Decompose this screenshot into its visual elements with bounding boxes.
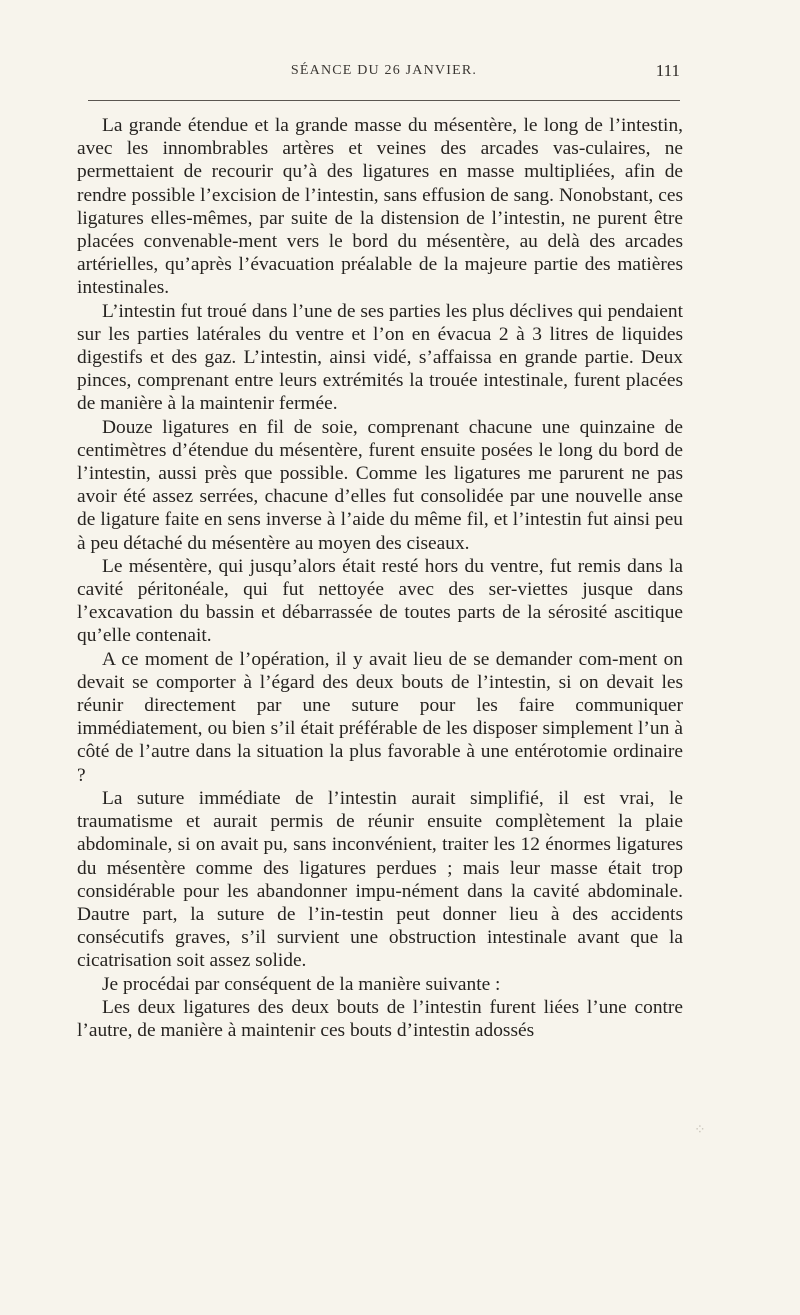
running-head-title: SÉANCE DU 26 JANVIER. — [290, 63, 478, 78]
paragraph-procedure-intro: Je procédai par conséquent de la manière suivante : — [102, 973, 501, 995]
paragraph-suture-question: A ce moment de l’opération, il y avait lieu de se demander com-ment on devait se comporter à l’égard des deux bouts de l’intestin, si on devait les réunir directement par une suture pour les faire communiquer immédiatement, ou bien s’il était préférable de les disposer simplement l’un à côté de l’autre dans la situation la plus favorable à une entérotomie ordinaire ? — [77, 648, 683, 786]
paragraph-mesentery-ligatures: La grande étendue et la grande masse du mésentère, le long de l’intestin, avec les innombrables artères et veines des arcades vas-culaires, ne permettaient de recourir qu’à des ligatures en masse multipliées, afin de rendre possible l’excision de l’intestin, sans effusion de sang. Nonobstant, ces ligatures elles-mêmes, par suite de la distension de l’intestin, ne purent être placées convenable-ment vers le bord du mésentère, au delà des arcades artérielles, qu’après l’évacuation préalable de la majeure partie des matières intestinales. — [77, 115, 683, 299]
paragraph-intestine-evacuation: L’intestin fut troué dans l’une de ses parties les plus déclives qui pendaient sur les parties latérales du ventre et l’on en évacua 2 à 3 litres de liquides digestifs et des gaz. L’intestin, ainsi vidé, s’affaissa en grande partie. Deux pinces, comprenant entre leurs extrémités la trouée intestinale, furent placées de manière à la maintenir fermée. — [77, 300, 683, 415]
body-text — [77, 114, 683, 1042]
header-rule — [88, 100, 680, 101]
page-number: 111 — [655, 61, 680, 80]
paragraph-silk-ligatures: Douze ligatures en fil de soie, comprenant chacune une quinzaine de centimètres d’étendue du mésentère, furent ensuite posées le long du bord de l’intestin, aussi près que possible. Comme les ligatures me parurent ne pas avoir été assez serrées, chacune d’elles fut consolidée par une nouvelle anse de ligature faite en sens inverse à l’aide du même fil, et l’intestin fut ainsi peu à peu détaché du mésentère au moyen des ciseaux. — [77, 416, 683, 554]
paragraph-immediate-suture: La suture immédiate de l’intestin aurait simplifié, il est vrai, le traumatisme et aurait permis de réunir ensuite complètement la plaie abdominale, si on avait pu, sans inconvénient, traiter les 12 énormes ligatures du mésentère comme des ligatures perdues ; mais leur masse était trop considérable pour les abandonner impu-nément dans la cavité abdominale. Dautre part, la suture de l’in-testin peut donner lieu à des accidents consécutifs graves, s’il survient une obstruction intestinale avant que la cicatrisation soit assez solide. — [77, 787, 683, 972]
paragraph-mesentery-replaced: Le mésentère, qui jusqu’alors était resté hors du ventre, fut remis dans la cavité péritonéale, qui fut nettoyée avec des ser-viettes jusque dans l’excavation du bassin et débarrassée de toutes parts de la sérosité ascitique qu’elle contenait. — [77, 555, 683, 647]
paper-speck-mark: ⁘ — [694, 1123, 706, 1138]
running-head — [88, 63, 680, 87]
paragraph-ligatures-tied: Les deux ligatures des deux bouts de l’intestin furent liées l’une contre l’autre, de manière à maintenir ces bouts d’intestin adossés — [77, 996, 683, 1041]
